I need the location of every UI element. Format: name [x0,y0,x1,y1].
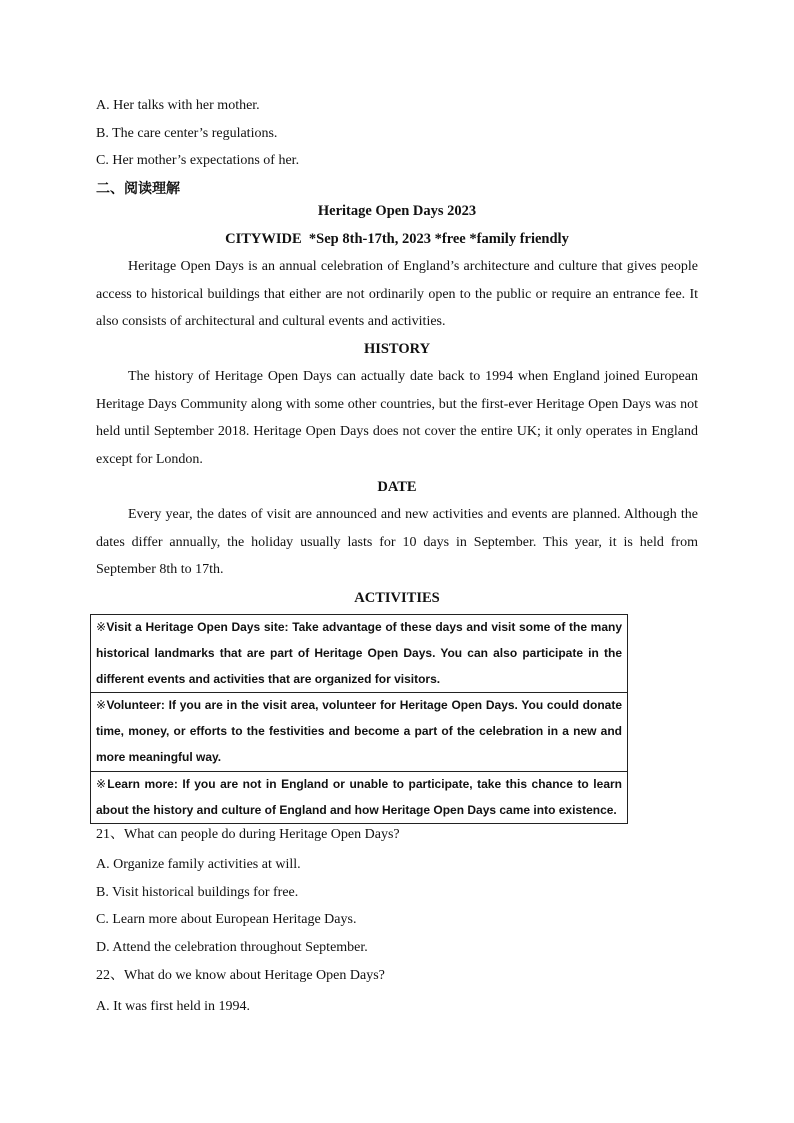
activity-row [91,615,628,693]
activity-text: Learn more: If you are not in England or unable to participate, take this chance to learn about the history and culture of England and how Heritage Open Days came into existence. [96,776,622,817]
section-heading: 二、阅读理解 [96,181,180,197]
prev-option-c: C. Her mother’s expectations of her. [96,153,300,168]
activity-cell [91,771,628,824]
question-22-stem: 22、What do we know about Heritage Open Days? [96,968,385,983]
question-21-option-b: B. Visit historical buildings for free. [96,885,299,900]
reference-mark: ※ [96,620,107,634]
history-paragraph: The history of Heritage Open Days can actually date back to 1994 when England joined European Heritage Days Community along with some other countries, but the first-ever Heritage Open Days was not held until September 2018. Heritage Open Days does not cover the entire UK; it only operates in England except for London. [96,369,698,468]
activity-cell [91,615,628,693]
activities-heading: ACTIVITIES [354,590,440,606]
prev-option-b: B. The care center’s regulations. [96,126,278,141]
history-heading: HISTORY [363,341,431,357]
activity-row [91,693,628,771]
passage-subtitle: CITYWIDE *Sep 8th-17th, 2023 *free *family friendly [225,231,569,247]
reference-mark: ※ [96,776,108,791]
passage-title: Heritage Open Days 2023 [317,203,477,219]
question-21-stem: 21、What can people do during Heritage Open Days? [96,827,400,842]
question-21-option-a: A. Organize family activities at will. [96,857,301,872]
activity-row [91,771,628,824]
activity-text: Visit a Heritage Open Days site: Take advantage of these days and visit some of the many historical landmarks that are part of Heritage Open Days. You can also participate in the different events and activities that are organized for visitors. [96,620,622,686]
date-paragraph: Every year, the dates of visit are announced and new activities and events are planned. Although the dates differ annually, the holiday usually lasts for 10 days in September. This year, it is held from September 8th to 17th. [96,507,698,578]
question-21-option-c: C. Learn more about European Heritage Days. [96,912,357,927]
question-22-option-a: A. It was first held in 1994. [96,999,250,1014]
activity-cell [91,693,628,771]
activity-text: Volunteer: If you are in the visit area, volunteer for Heritage Open Days. You could donate time, money, or efforts to the festivities and become a part of the celebration in a new and more meaningful way. [96,698,622,764]
activities-table [90,614,628,824]
reference-mark: ※ [96,698,107,713]
prev-option-a: A. Her talks with her mother. [96,98,260,113]
date-heading: DATE [377,479,417,495]
intro-paragraph: Heritage Open Days is an annual celebration of England’s architecture and culture that gives people access to historical buildings that either are not ordinarily open to the public or require an entrance fee. It also consists of architectural and cultural events and activities. [96,259,698,330]
question-21-option-d: D. Attend the celebration throughout September. [96,940,368,955]
